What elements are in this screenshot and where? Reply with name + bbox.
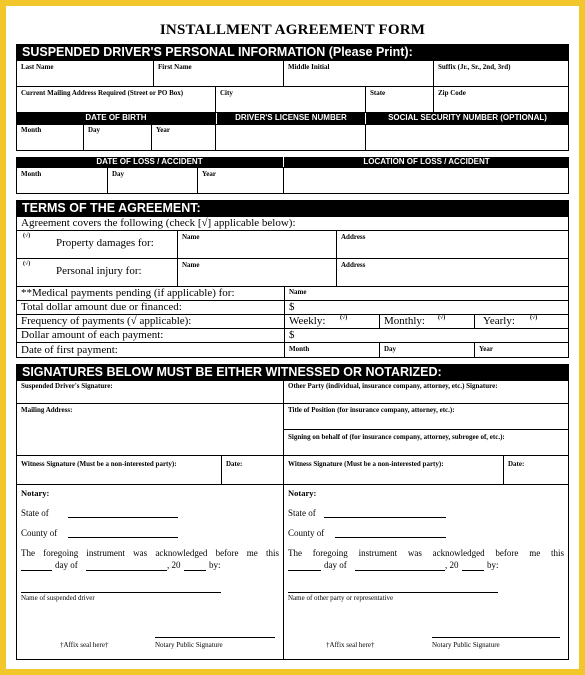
property-check-box[interactable]: (√) [23,233,31,239]
personal-address-field[interactable] [336,258,569,287]
other-party-signature-label: Other Party (individual, insurance company, attorney, etc.) Signature: [288,382,498,390]
title-position-label: Title of Position (for insurance company, attorney, etc.): [288,406,455,414]
property-address-label: Address [341,233,366,241]
ssn-header: SOCIAL SECURITY NUMBER (OPTIONAL) [366,113,569,124]
first-payment-day-label: Day [384,345,397,353]
loss-location-header: LOCATION OF LOSS / ACCIDENT [284,157,569,167]
medical-name-label: Name [289,288,307,296]
notary-left-sig-line[interactable] [155,637,275,638]
medical-label: **Medical payments pending (if applicable) for: [21,287,235,299]
notary-left-day-of: day of [55,560,78,570]
notary-right-county-line[interactable] [335,537,446,538]
personal-address-label: Address [341,261,366,269]
dob-day-label: Day [88,126,101,134]
terms-covers-text: Agreement covers the following (check [√] applicable below): [21,217,296,229]
dl-number-field[interactable] [215,124,366,151]
total-label: Total dollar amount due or financed: [21,301,182,313]
notary-right-name-line[interactable] [288,592,498,593]
notary-left-name-label: Name of suspended driver [21,594,95,602]
city-label: City [220,89,233,97]
property-address-field[interactable] [336,230,569,259]
driver-witness-date-label: Date: [226,460,243,468]
driver-signature-label: Suspended Driver's Signature: [21,382,113,390]
notary-left-by: by: [209,560,221,570]
property-damages-label: Property damages for: [56,237,154,249]
driver-witness-label: Witness Signature (Must be a non-interested party): [21,460,177,468]
total-dollar-sign: $ [289,301,295,313]
notary-right-seal-label: †Affix seal here† [326,641,375,649]
loss-location-field[interactable] [283,167,569,194]
ssn-field[interactable] [365,124,569,151]
notary-right-month-line[interactable] [355,570,445,571]
dollar-each-field[interactable] [284,328,569,343]
weekly-check-box[interactable]: (√) [340,315,348,321]
monthly-check-box[interactable]: (√) [438,315,446,321]
monthly-label: Monthly: [384,315,425,327]
notary-left-county-line[interactable] [68,537,178,538]
dl-header: DRIVER'S LICENSE NUMBER [217,113,365,124]
dob-year-label: Year [156,126,170,134]
yearly-check-box[interactable]: (√) [530,315,538,321]
property-name-label: Name [182,233,200,241]
dollar-each-label: Dollar amount of each payment: [21,329,164,341]
notary-right-name-label: Name of other party or representative [288,594,394,602]
city-field[interactable] [215,86,366,113]
notary-left-sig-label: Notary Public Signature [155,641,223,649]
notary-right-sig-label: Notary Public Signature [432,641,500,649]
notary-left-name-line[interactable] [21,592,221,593]
driver-mailing-label: Mailing Address: [21,406,73,414]
signing-behalf-label: Signing on behalf of (for insurance company, attorney, subrogee of, etc.): [288,433,505,441]
notary-right-day-line[interactable] [288,570,321,571]
notary-right-day-of: day of [324,560,347,570]
personal-info-heading: SUSPENDED DRIVER'S PERSONAL INFORMATION (Please Print): [16,44,569,60]
yearly-label: Yearly: [483,315,515,327]
middle-initial-label: Middle Initial [288,63,330,71]
first-name-label: First Name [158,63,192,71]
medical-name-field[interactable] [284,286,569,301]
personal-check-box[interactable]: (√) [23,261,31,267]
notary-left-year-prefix: , 20 [167,560,181,570]
loss-month-label: Month [21,170,42,178]
other-witness-label: Witness Signature (Must be a non-interested party): [288,460,444,468]
first-payment-year-label: Year [479,345,493,353]
notary-right-by: by: [487,560,499,570]
notary-left-month-line[interactable] [86,570,167,571]
state-label: State [370,89,386,97]
personal-name-label: Name [182,261,200,269]
property-name-field[interactable] [177,230,337,259]
notary-left-foregoing: The foregoing instrument was acknowledged before me this [21,548,279,558]
notary-right-county-label: County of [288,528,325,538]
loss-date-header: DATE OF LOSS / ACCIDENT [16,157,283,167]
dob-header: DATE OF BIRTH [16,113,216,124]
loss-year-label: Year [202,170,216,178]
first-payment-month-label: Month [289,345,310,353]
notary-left-county-label: County of [21,528,58,538]
other-witness-date-label: Date: [508,460,525,468]
notary-left-day-line[interactable] [21,570,52,571]
first-payment-label: Date of first payment: [21,344,118,356]
last-name-label: Last Name [21,63,54,71]
dollar-each-sign: $ [289,329,295,341]
mailing-address-label: Current Mailing Address Required (Street or PO Box) [21,89,184,97]
dob-month-label: Month [21,126,42,134]
notary-right-year-line[interactable] [462,570,484,571]
suffix-label: Suffix (Jr., Sr., 2nd, 3rd) [438,63,511,71]
notary-left-heading: Notary: [21,488,50,498]
notary-right-sig-line[interactable] [432,637,560,638]
personal-name-field[interactable] [177,258,337,287]
notary-left-state-label: State of [21,508,49,518]
notary-left-state-line[interactable] [68,517,178,518]
signatures-heading: SIGNATURES BELOW MUST BE EITHER WITNESSED OR NOTARIZED: [16,364,569,380]
total-amount-field[interactable] [284,300,569,315]
notary-left-year-line[interactable] [184,570,206,571]
weekly-label: Weekly: [289,315,326,327]
personal-injury-label: Personal injury for: [56,265,142,277]
notary-right-state-line[interactable] [324,517,446,518]
notary-right-foregoing: The foregoing instrument was acknowledged before me this [288,548,564,558]
zip-label: Zip Code [438,89,466,97]
form-title: INSTALLMENT AGREEMENT FORM [159,22,426,38]
notary-right-year-prefix: , 20 [445,560,459,570]
loss-day-label: Day [112,170,125,178]
notary-right-state-label: State of [288,508,316,518]
notary-left-seal-label: †Affix seal here† [60,641,109,649]
frequency-label: Frequency of payments (√ applicable): [21,315,192,327]
terms-heading: TERMS OF THE AGREEMENT: [16,200,569,216]
notary-right-heading: Notary: [288,488,317,498]
